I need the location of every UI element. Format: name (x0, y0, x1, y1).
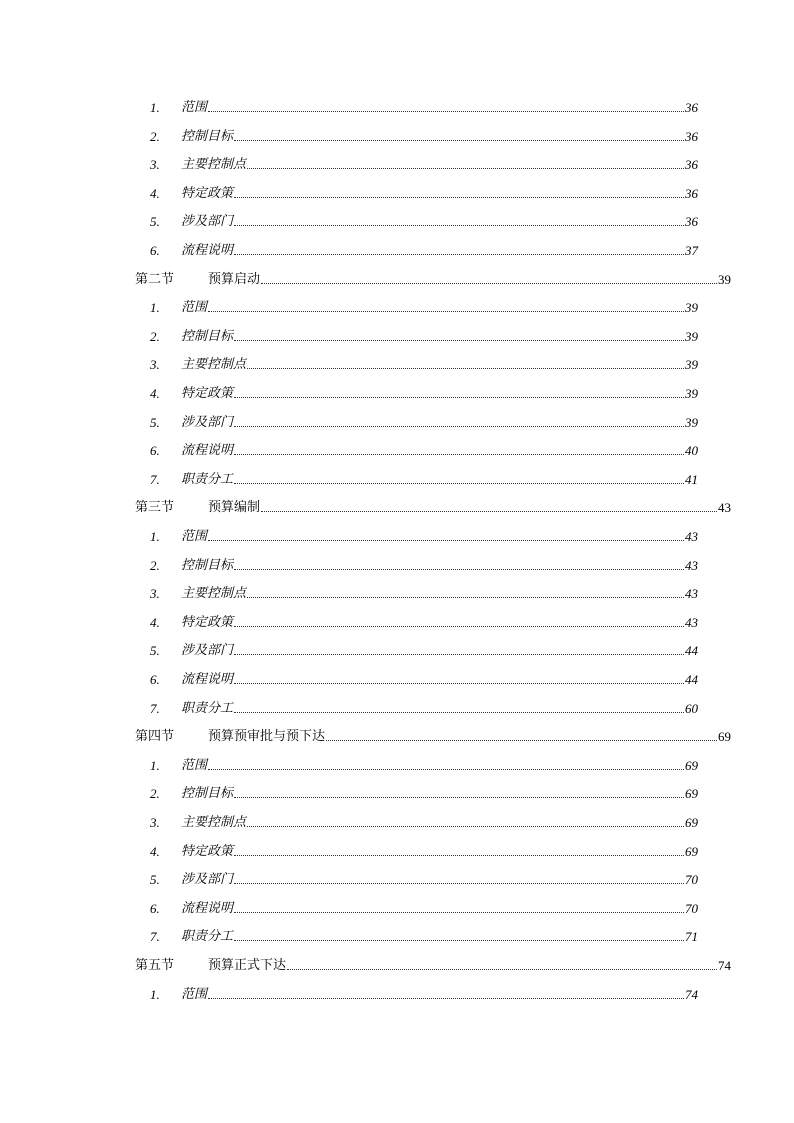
toc-page-number: 43 (685, 529, 698, 544)
toc-item-number: 7. (150, 700, 160, 716)
toc-section-title: 预算编制 (208, 500, 261, 516)
toc-item-title: 范围 (181, 529, 208, 544)
dot-leader (208, 997, 684, 999)
toc-item-number: 2. (150, 128, 160, 144)
toc-item-row[interactable] (150, 983, 698, 1003)
toc-item-title: 范围 (181, 757, 208, 773)
toc-page-number: 39 (685, 386, 698, 401)
toc-page-number: 41 (685, 471, 698, 487)
toc-item-number: 6. (150, 243, 160, 258)
toc-item-number: 3. (150, 586, 160, 602)
dot-leader (234, 625, 684, 627)
toc-item-title: 职责分工 (181, 700, 234, 716)
toc-page-number: 44 (685, 643, 698, 659)
toc-item-title: 范围 (181, 986, 208, 1002)
toc-item-number: 6. (150, 672, 160, 687)
toc-section-number: 第四节 (135, 729, 175, 745)
dot-leader (247, 167, 684, 169)
toc-item-row[interactable] (150, 525, 698, 545)
toc-section-number: 第三节 (135, 500, 175, 516)
toc-item-number: 2. (150, 328, 160, 344)
dot-leader (287, 968, 717, 970)
toc-item-number: 7. (150, 929, 160, 945)
toc-section-row[interactable] (135, 496, 731, 516)
dot-leader (234, 339, 684, 341)
toc-item-row[interactable] (150, 125, 698, 145)
toc-page-number: 37 (685, 243, 698, 258)
toc-item-row[interactable] (150, 210, 698, 230)
toc-item-number: 6. (150, 443, 160, 459)
dot-leader (234, 196, 684, 198)
dot-leader (234, 396, 684, 398)
toc-item-row[interactable] (150, 611, 698, 631)
toc-item-number: 2. (150, 557, 160, 573)
toc-item-row[interactable] (150, 840, 698, 860)
dot-leader (326, 739, 717, 741)
toc-item-row[interactable] (150, 668, 698, 688)
toc-item-number: 4. (150, 185, 160, 201)
dot-leader (234, 453, 684, 455)
toc-section-row[interactable] (135, 268, 731, 288)
dot-leader (261, 282, 717, 284)
toc-item-row[interactable] (150, 925, 698, 945)
toc-item-number: 3. (150, 157, 160, 173)
toc-page-number: 71 (685, 929, 698, 945)
toc-item-number: 1. (150, 757, 160, 773)
toc-item-number: 1. (150, 300, 160, 316)
toc-page-number: 39 (718, 271, 731, 287)
toc-item-row[interactable] (150, 439, 698, 459)
toc-item-title: 控制目标 (181, 557, 234, 573)
toc-item-title: 控制目标 (181, 128, 234, 144)
dot-leader (234, 224, 684, 226)
dot-leader (234, 854, 684, 856)
dot-leader (234, 653, 684, 655)
dot-leader (234, 796, 684, 798)
toc-page-number: 36 (685, 128, 698, 144)
toc-section-row[interactable] (135, 725, 731, 745)
dot-leader (247, 825, 684, 827)
toc-item-row[interactable] (150, 811, 698, 831)
toc-item-number: 4. (150, 386, 160, 401)
toc-page-number: 44 (685, 672, 698, 687)
toc-page-number: 70 (685, 900, 698, 916)
toc-item-title: 主要控制点 (181, 815, 247, 830)
toc-item-row[interactable] (150, 239, 698, 259)
toc-item-row[interactable] (150, 554, 698, 574)
toc-item-title: 特定政策 (181, 386, 234, 401)
toc-item-number: 2. (150, 786, 160, 802)
toc-page-number: 70 (685, 872, 698, 888)
toc-item-title: 主要控制点 (181, 357, 247, 373)
toc-item-row[interactable] (150, 96, 698, 116)
toc-item-number: 1. (150, 100, 160, 115)
toc-page-number: 43 (718, 500, 731, 516)
dot-leader (234, 911, 684, 913)
toc-page-number: 43 (685, 614, 698, 630)
toc-item-row[interactable] (150, 782, 698, 802)
toc-page-number: 69 (685, 757, 698, 773)
toc-item-title: 控制目标 (181, 328, 234, 344)
dot-leader (234, 939, 684, 941)
toc-item-title: 涉及部门 (181, 414, 234, 430)
toc-item-title: 流程说明 (181, 672, 234, 687)
dot-leader (234, 139, 684, 141)
toc-item-row[interactable] (150, 382, 698, 402)
toc-item-number: 5. (150, 872, 160, 888)
toc-item-row[interactable] (150, 296, 698, 316)
dot-leader (208, 110, 684, 112)
toc-item-number: 5. (150, 414, 160, 430)
toc-page-number: 36 (685, 157, 698, 173)
toc-section-title: 预算正式下达 (208, 958, 287, 973)
toc-item-title: 特定政策 (181, 185, 234, 201)
toc-item-number: 6. (150, 900, 160, 916)
dot-leader (247, 367, 684, 369)
toc-item-number: 5. (150, 643, 160, 659)
toc-page-number: 40 (685, 443, 698, 459)
toc-item-row[interactable] (150, 353, 698, 373)
toc-item-title: 范围 (181, 100, 208, 115)
toc-page-number: 74 (718, 958, 731, 973)
toc-item-title: 主要控制点 (181, 586, 247, 602)
toc-page-number: 36 (685, 214, 698, 230)
toc-item-title: 流程说明 (181, 243, 234, 258)
toc-item-title: 涉及部门 (181, 643, 234, 659)
toc-item-title: 涉及部门 (181, 872, 234, 888)
dot-leader (208, 768, 684, 770)
toc-page-number: 74 (685, 986, 698, 1002)
toc-section-title: 预算启动 (208, 271, 261, 287)
toc-item-number: 1. (150, 986, 160, 1002)
toc-section-row[interactable] (135, 954, 731, 974)
dot-leader (234, 482, 684, 484)
toc-item-title: 主要控制点 (181, 157, 247, 173)
toc-section-number: 第五节 (135, 958, 175, 973)
dot-leader (234, 568, 684, 570)
toc-item-number: 7. (150, 471, 160, 487)
toc-item-title: 职责分工 (181, 929, 234, 945)
dot-leader (234, 425, 684, 427)
toc-item-title: 流程说明 (181, 443, 234, 459)
dot-leader (247, 596, 684, 598)
toc-page-number: 69 (685, 786, 698, 802)
toc-item-row[interactable] (150, 582, 698, 602)
toc-page-number: 39 (685, 300, 698, 316)
toc-page-number: 43 (685, 586, 698, 602)
toc-item-number: 3. (150, 357, 160, 373)
toc-page-number: 39 (685, 414, 698, 430)
toc-page-number: 43 (685, 557, 698, 573)
toc-item-title: 特定政策 (181, 843, 234, 859)
toc-page-number: 69 (685, 843, 698, 859)
toc-item-row[interactable] (150, 868, 698, 888)
toc-item-row[interactable] (150, 697, 698, 717)
toc-page-number: 69 (685, 815, 698, 830)
toc-item-row[interactable] (150, 411, 698, 431)
toc-page-number: 36 (685, 100, 698, 115)
toc-page-number: 36 (685, 185, 698, 201)
dot-leader (234, 682, 684, 684)
toc-item-row[interactable] (150, 153, 698, 173)
toc-item-number: 1. (150, 529, 160, 544)
toc-item-title: 流程说明 (181, 900, 234, 916)
toc-item-row[interactable] (150, 182, 698, 202)
toc-item-number: 5. (150, 214, 160, 230)
toc-item-row[interactable] (150, 468, 698, 488)
dot-leader (208, 310, 684, 312)
toc-item-row[interactable] (150, 325, 698, 345)
toc-page-number: 39 (685, 357, 698, 373)
dot-leader (208, 539, 684, 541)
toc-item-title: 职责分工 (181, 471, 234, 487)
toc-item-row[interactable] (150, 754, 698, 774)
toc-item-title: 涉及部门 (181, 214, 234, 230)
toc-item-number: 3. (150, 815, 160, 830)
toc-item-title: 特定政策 (181, 614, 234, 630)
dot-leader (261, 510, 717, 512)
toc-section-number: 第二节 (135, 271, 175, 287)
toc-page-number: 60 (685, 700, 698, 716)
dot-leader (234, 711, 684, 713)
toc-page-number: 39 (685, 328, 698, 344)
dot-leader (234, 253, 684, 255)
toc-item-number: 4. (150, 843, 160, 859)
toc-item-row[interactable] (150, 897, 698, 917)
toc-item-row[interactable] (150, 639, 698, 659)
toc-item-title: 范围 (181, 300, 208, 316)
toc-section-title: 预算预审批与预下达 (208, 729, 326, 745)
toc-item-title: 控制目标 (181, 786, 234, 802)
dot-leader (234, 882, 684, 884)
toc-item-number: 4. (150, 614, 160, 630)
toc-page-number: 69 (718, 729, 731, 745)
